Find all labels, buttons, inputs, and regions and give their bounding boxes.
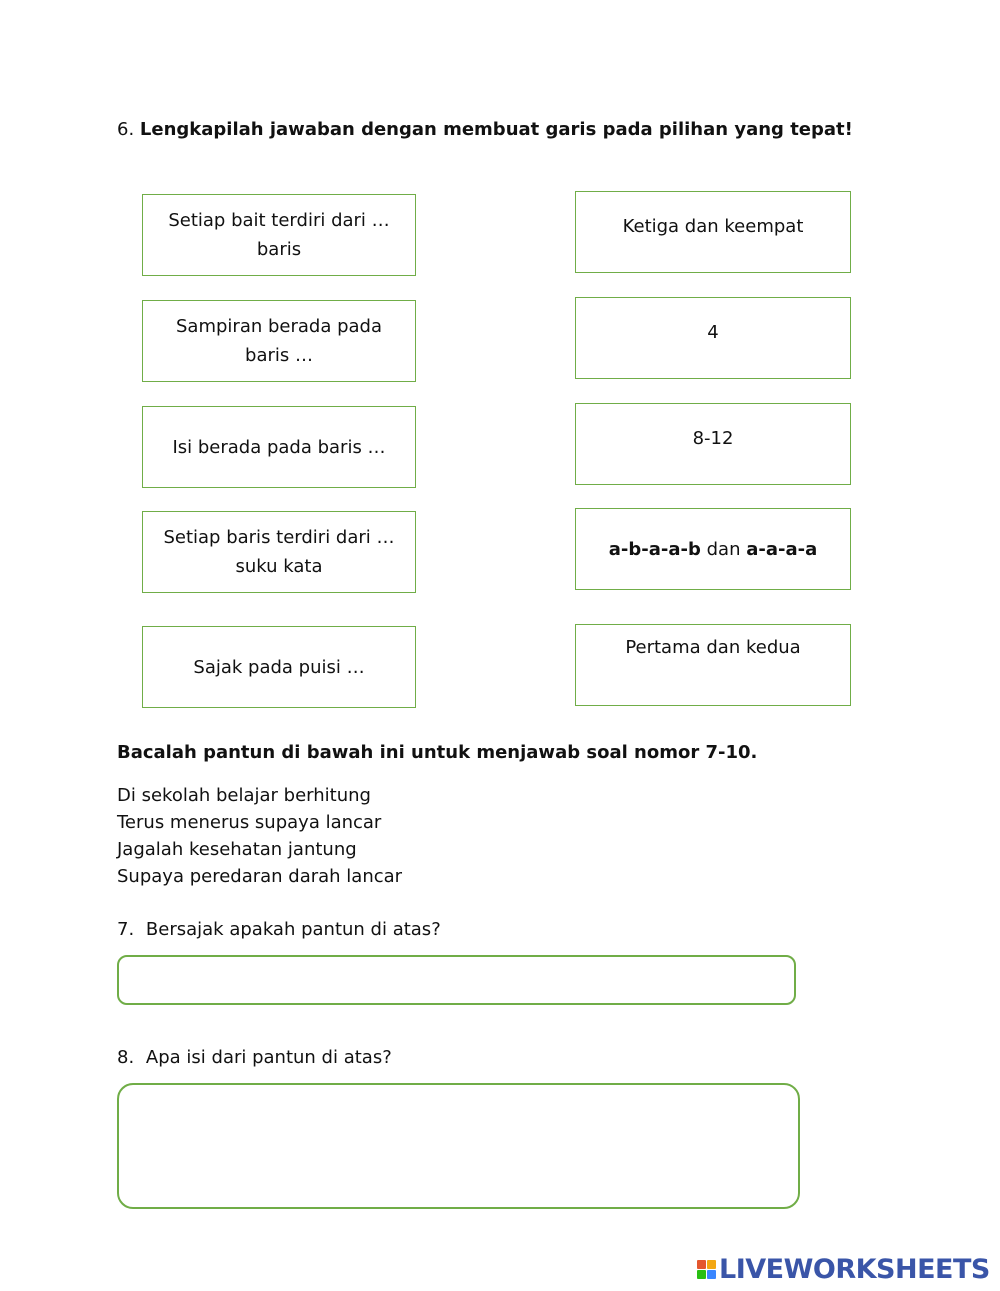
match-left-label: Setiap baris terdiri dari … suku kata	[163, 527, 395, 577]
match-left-label: Setiap bait terdiri dari … baris	[168, 210, 390, 260]
rhyme-connector: dan	[706, 538, 741, 560]
question-number: 8.	[117, 1047, 135, 1068]
rhyme-pattern-1: a-b-a-a-b	[608, 538, 701, 560]
liveworksheets-logo	[697, 1254, 990, 1285]
question-text: Bersajak apakah pantun di atas?	[145, 919, 441, 940]
match-right-label: 4	[707, 322, 719, 343]
match-left-item[interactable]	[142, 406, 416, 488]
pantun-line: Jagalah kesehatan jantung	[117, 839, 357, 860]
question-7	[117, 919, 441, 940]
answer-field-8[interactable]	[117, 1083, 800, 1209]
logo-text: LIVEWORKSHEETS	[719, 1254, 990, 1285]
match-left-item[interactable]	[142, 626, 416, 708]
match-right-item[interactable]	[575, 403, 851, 485]
question-text: Apa isi dari pantun di atas?	[145, 1047, 392, 1068]
match-left-label: Isi berada pada baris …	[172, 436, 386, 458]
question-6-header	[117, 119, 853, 140]
match-left-item[interactable]	[142, 511, 416, 593]
pantun-line: Di sekolah belajar berhitung	[117, 785, 371, 806]
pantun-line: Terus menerus supaya lancar	[117, 812, 382, 833]
match-left-label: Sampiran berada pada baris …	[176, 316, 382, 366]
match-right-item[interactable]	[575, 297, 851, 379]
match-left-label: Sajak pada puisi …	[193, 656, 365, 678]
match-left-item[interactable]	[142, 300, 416, 382]
reading-instruction: Bacalah pantun di bawah ini untuk menjawab soal nomor 7-10.	[117, 742, 758, 763]
match-right-item[interactable]	[575, 624, 851, 706]
rhyme-pattern-2: a-a-a-a	[746, 538, 818, 560]
match-right-label: Ketiga dan keempat	[622, 216, 804, 237]
question-8	[117, 1047, 392, 1068]
match-right-label: Pertama dan kedua	[625, 637, 801, 658]
pantun-text	[117, 782, 402, 890]
match-right-label: 8-12	[692, 428, 734, 449]
question-number: 6.	[117, 119, 135, 140]
question-instruction: Lengkapilah jawaban dengan membuat garis pada pilihan yang tepat!	[139, 119, 853, 140]
question-number: 7.	[117, 919, 135, 940]
match-left-item[interactable]	[142, 194, 416, 276]
logo-mark-icon	[697, 1260, 716, 1279]
pantun-line: Supaya peredaran darah lancar	[117, 866, 403, 887]
answer-field-7[interactable]	[117, 955, 796, 1005]
match-right-item[interactable]	[575, 191, 851, 273]
match-right-item[interactable]	[575, 508, 851, 590]
match-right-label	[609, 535, 817, 564]
